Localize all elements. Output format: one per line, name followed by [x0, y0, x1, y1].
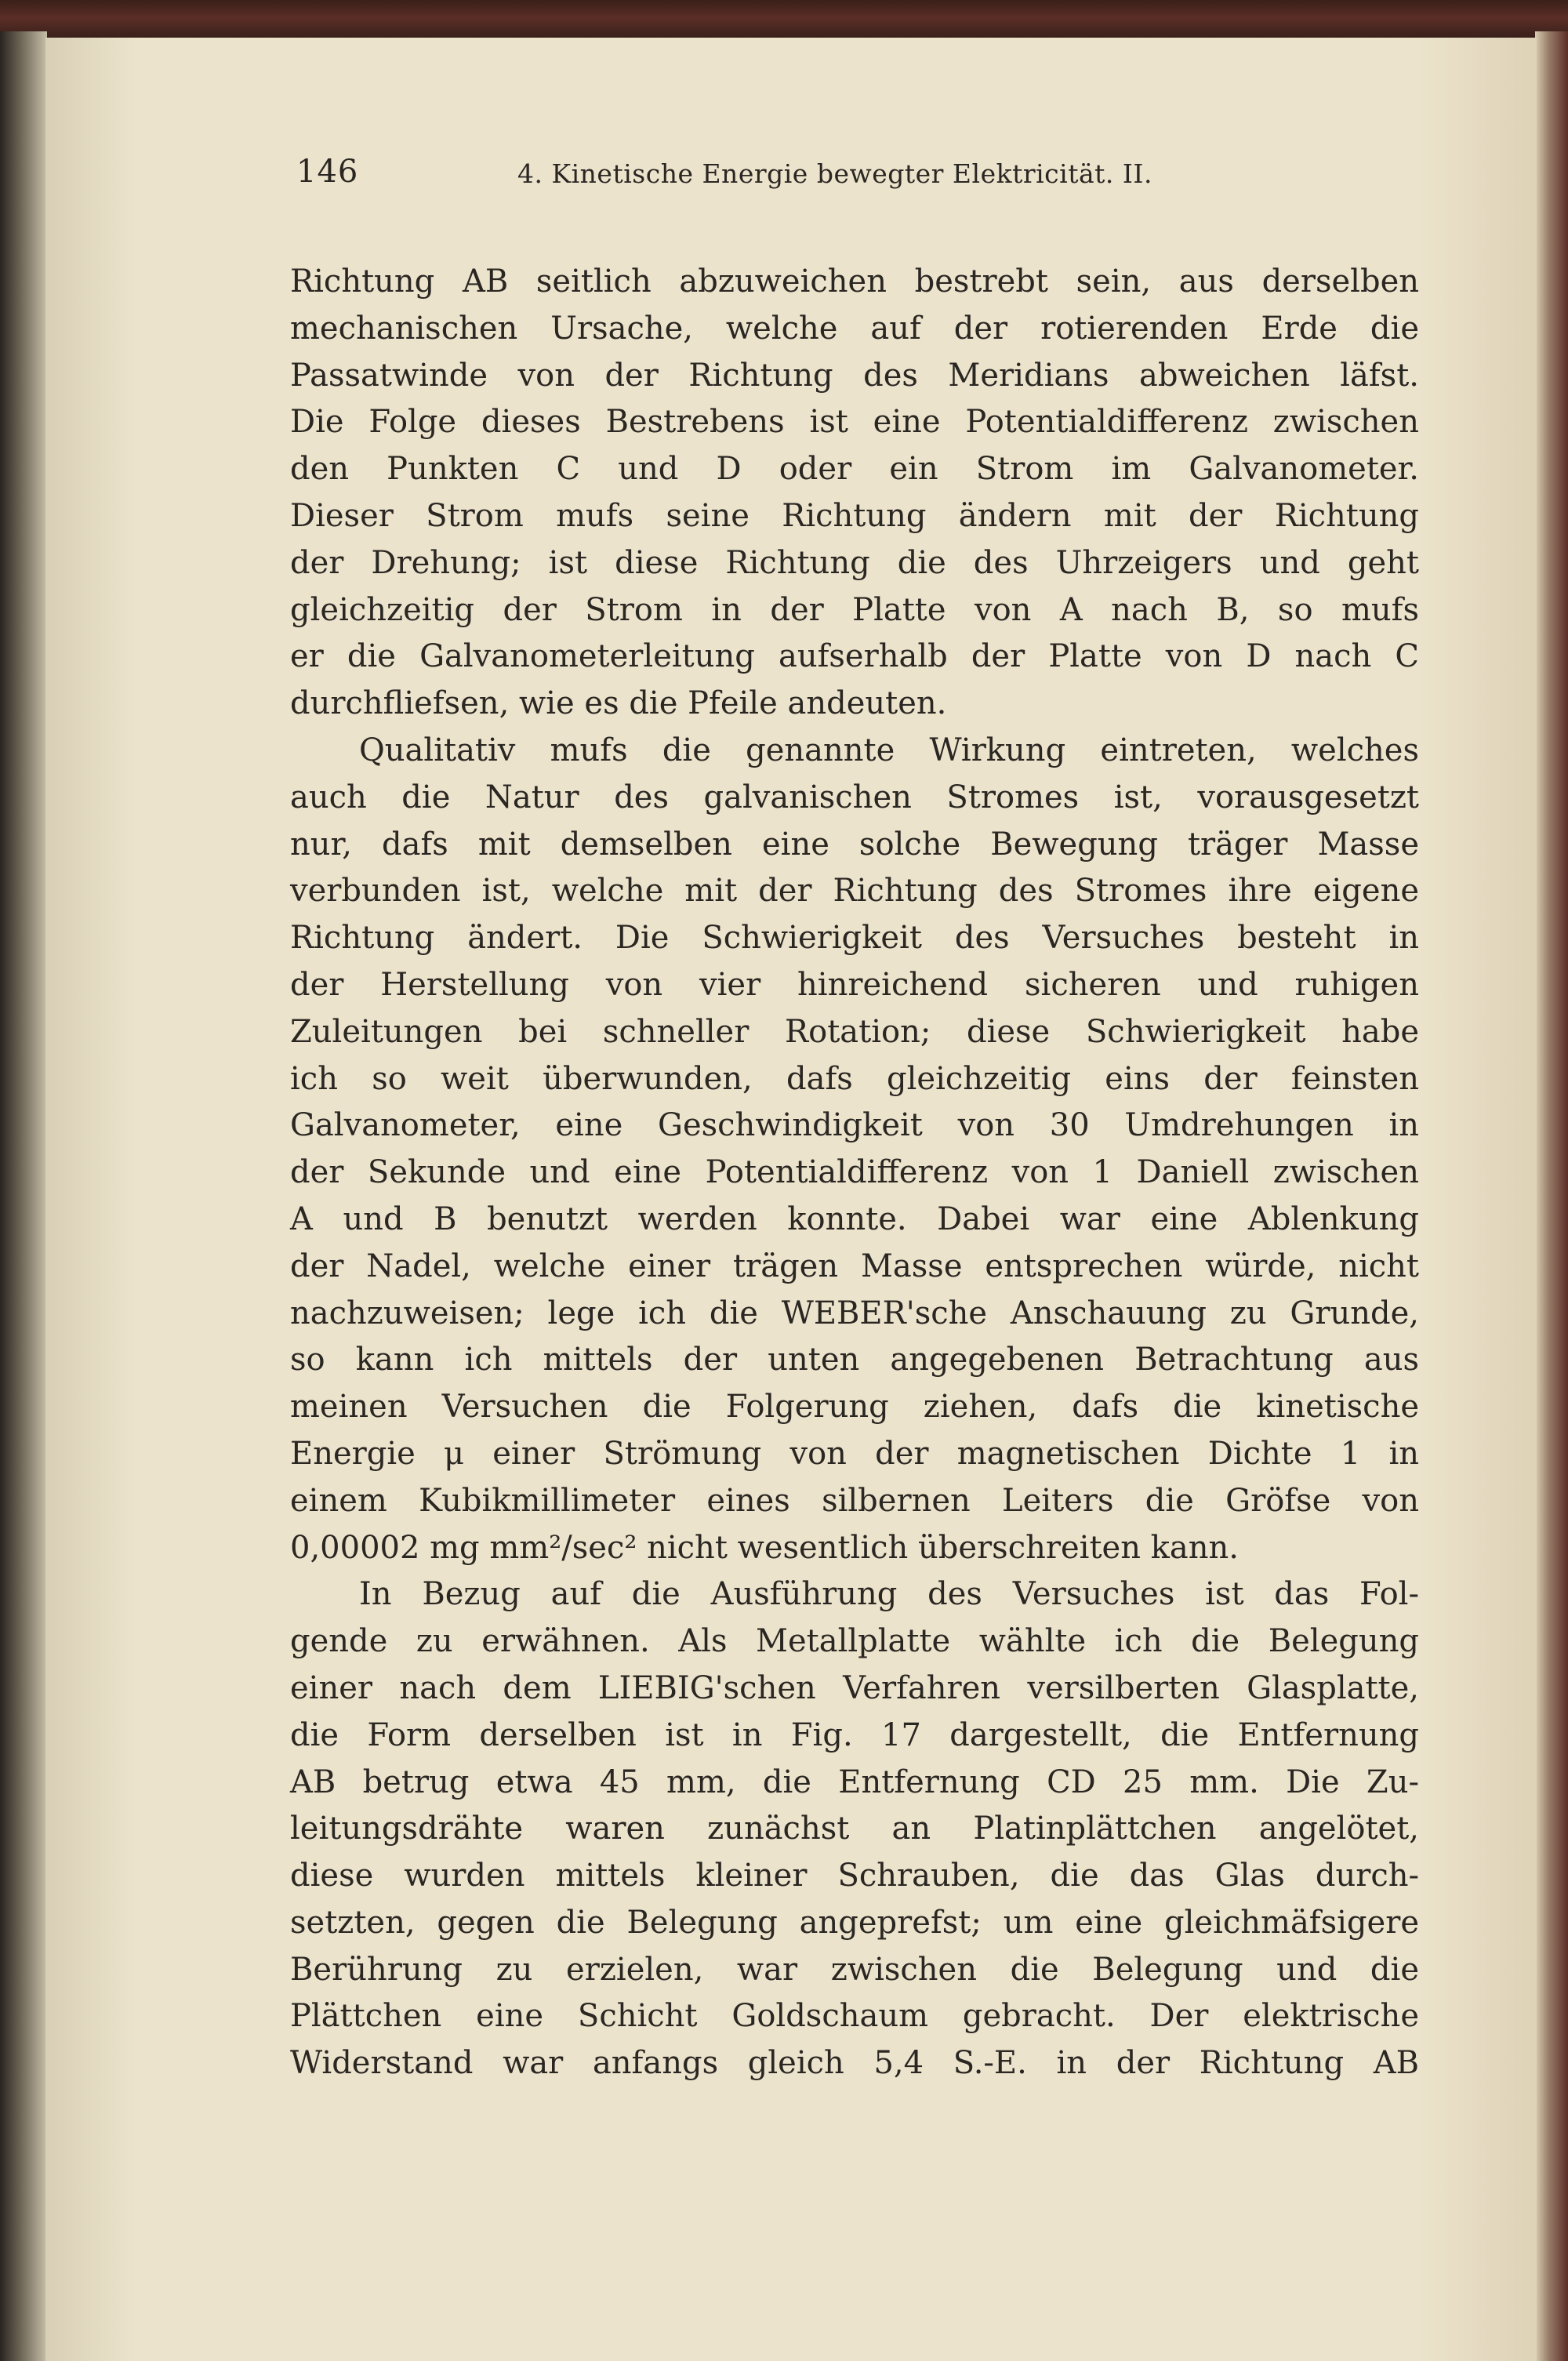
text-line: Widerstand war anfangs gleich 5,4 S.-E. in der Richtung AB	[290, 2045, 1419, 2082]
text-line: auch die Natur des galvanischen Stromes ist, vorausgesetzt	[290, 779, 1419, 815]
text-line: der Sekunde und eine Potentialdifferenz von 1 Daniell zwischen	[290, 1154, 1419, 1191]
text-line: Passatwinde von der Richtung des Meridians abweichen läfst.	[290, 357, 1419, 394]
running-head: 4. Kinetische Energie bewegter Elektricität. II.	[517, 158, 1152, 189]
text-line: einer nach dem LIEBIG'schen Verfahren versilberten Glasplatte,	[290, 1669, 1419, 1706]
text-line: Berührung zu erzielen, war zwischen die Belegung und die	[290, 1951, 1419, 1988]
text-line: Energie μ einer Strömung von der magnetischen Dichte 1 in	[290, 1435, 1419, 1472]
text-line: die Form derselben ist in Fig. 17 dargestellt, die Entfernung	[290, 1716, 1419, 1753]
text-line: der Herstellung von vier hinreichend sicheren und ruhigen	[290, 966, 1419, 1003]
text-line: der Drehung; ist diese Richtung die des Uhrzeigers und geht	[290, 544, 1419, 581]
page-header	[296, 154, 1410, 209]
text-line: nur, dafs mit demselben eine solche Bewegung träger Masse	[290, 826, 1419, 863]
text-line: den Punkten C und D oder ein Strom im Galvanometer.	[290, 451, 1419, 488]
text-line: gende zu erwähnen. Als Metallplatte wählte ich die Belegung	[290, 1623, 1419, 1660]
page-number: 146	[296, 154, 359, 190]
text-line: er die Galvanometerleitung aufserhalb der Platte von D nach C	[290, 638, 1419, 675]
text-line: Zuleitungen bei schneller Rotation; diese Schwierigkeit habe	[290, 1013, 1419, 1050]
text-line: verbunden ist, welche mit der Richtung des Stromes ihre eigene	[290, 873, 1419, 910]
text-line: Richtung ändert. Die Schwierigkeit des Versuches besteht in	[290, 920, 1419, 957]
body-text	[290, 259, 1419, 2087]
text-line: Die Folge dieses Bestrebens ist eine Potentialdifferenz zwischen	[290, 404, 1419, 441]
text-line: der Nadel, welche einer trägen Masse entsprechen würde, nicht	[290, 1248, 1419, 1284]
text-line: AB betrug etwa 45 mm, die Entfernung CD 25 mm. Die Zu-	[290, 1763, 1419, 1800]
paragraph-1	[290, 259, 1419, 728]
text-line: Galvanometer, eine Geschwindigkeit von 30 Umdrehungen in	[290, 1107, 1419, 1144]
text-line: gleichzeitig der Strom in der Platte von A nach B, so mufs	[290, 591, 1419, 628]
paragraph-3	[290, 1571, 1419, 2087]
book-spine-edge	[0, 31, 47, 2361]
text-line: In Bezug auf die Ausführung des Versuches ist das Fol-	[359, 1576, 1419, 1613]
text-line: mechanischen Ursache, welche auf der rotierenden Erde die	[290, 310, 1419, 347]
paragraph-2	[290, 728, 1419, 1571]
book-page-edge-right	[1535, 31, 1568, 2361]
text-line: einem Kubikmillimeter eines silbernen Leiters die Gröfse von	[290, 1482, 1419, 1519]
text-line: meinen Versuchen die Folgerung ziehen, dafs die kinetische	[290, 1389, 1419, 1426]
text-line: Dieser Strom mufs seine Richtung ändern mit der Richtung	[290, 497, 1419, 534]
text-line: A und B benutzt werden konnte. Dabei war eine Ablenkung	[290, 1200, 1419, 1237]
text-line: leitungsdrähte waren zunächst an Platinplättchen angelötet,	[290, 1811, 1419, 1847]
text-line: setzten, gegen die Belegung angeprefst; um eine gleichmäfsigere	[290, 1904, 1419, 1941]
text-line: nachzuweisen; lege ich die WEBER'sche Anschauung zu Grunde,	[290, 1295, 1419, 1331]
text-line: durchfliefsen, wie es die Pfeile andeuten.	[290, 685, 947, 722]
text-line: ich so weit überwunden, dafs gleichzeitig eins der feinsten	[290, 1060, 1419, 1097]
text-line: Richtung AB seitlich abzuweichen bestrebt sein, aus derselben	[290, 263, 1419, 300]
text-line: Plättchen eine Schicht Goldschaum gebracht. Der elektrische	[290, 1998, 1419, 2035]
text-line: diese wurden mittels kleiner Schrauben, die das Glas durch-	[290, 1858, 1419, 1894]
text-line: Qualitativ mufs die genannte Wirkung eintreten, welches	[359, 732, 1419, 768]
text-line: 0,00002 mg mm²/sec² nicht wesentlich überschreiten kann.	[290, 1529, 1239, 1566]
text-line: so kann ich mittels der unten angegebenen Betrachtung aus	[290, 1342, 1419, 1378]
